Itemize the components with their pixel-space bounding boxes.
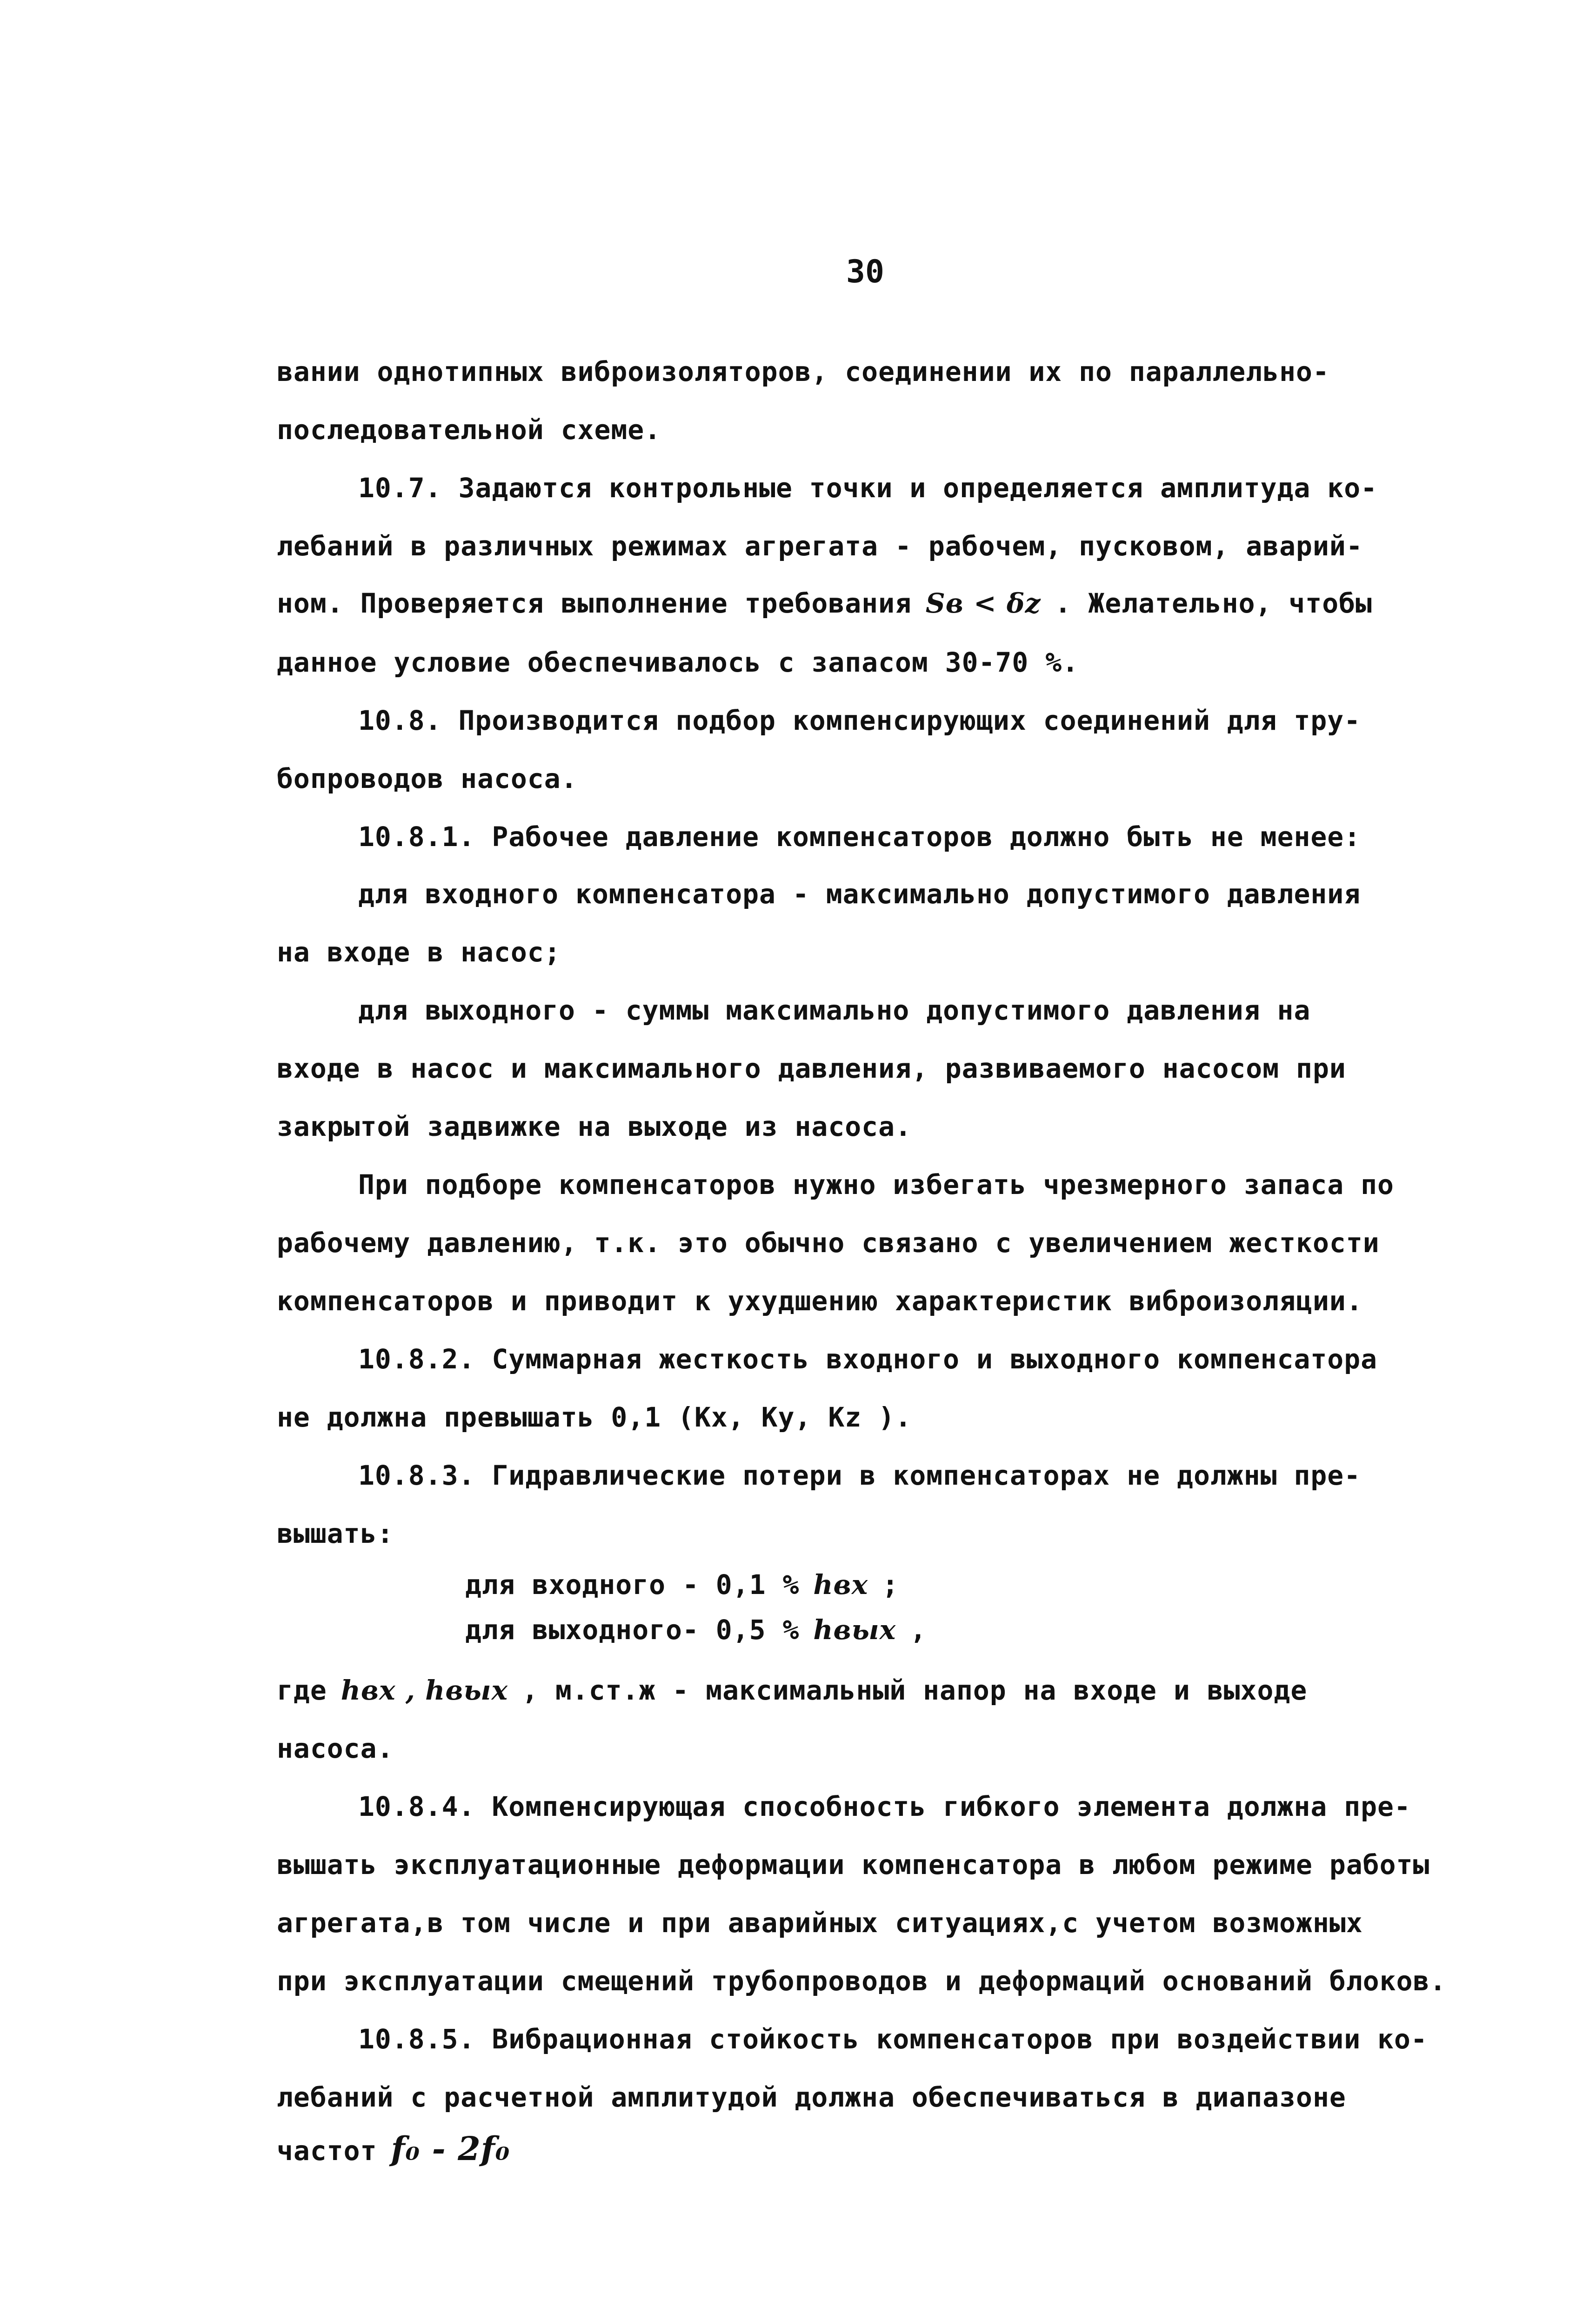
formula-line <box>465 1571 899 1598</box>
text-line: данное условие обеспечивалось с запасом 30-70 %. <box>277 647 1079 678</box>
text-fragment: для входного - 0,1 % <box>465 1569 800 1600</box>
text-line: вышать эксплуатационные деформации компенсатора в любом режиме работы <box>277 1849 1430 1881</box>
text-line: При подборе компенсаторов нужно избегать чрезмерного запаса по <box>358 1169 1394 1200</box>
text-fragment: частот <box>277 2135 377 2167</box>
text-line <box>277 2129 510 2168</box>
text-line: вании однотипных виброизоляторов, соединении их по параллельно- <box>277 356 1329 387</box>
text-line: для выходного - суммы максимально допустимого давления на <box>358 994 1311 1026</box>
text-fragment: где <box>277 1674 327 1706</box>
text-line <box>277 1674 1308 1706</box>
formula: hвх , hвых <box>341 1674 508 1706</box>
text-line: для входного компенсатора - максимально допустимого давления <box>358 878 1361 910</box>
section-10-8-2: 10.8.2. Суммарная жесткость входного и выходного компенсатора <box>358 1343 1378 1375</box>
text-line: насоса. <box>277 1733 394 1764</box>
text-line: лебаний с расчетной амплитудой должна обеспечиваться в диапазоне <box>277 2081 1346 2113</box>
text-line: при эксплуатации смещений трубопроводов и деформаций оснований блоков. <box>277 1965 1447 1997</box>
text-line: вышать: <box>277 1518 394 1549</box>
section-10-8: 10.8. Производится подбор компенсирующих соединений для тру- <box>358 705 1361 736</box>
text-line <box>277 587 1372 619</box>
text-line: лебаний в различных режимах агрегата - рабочем, пусковом, аварий- <box>277 530 1363 562</box>
page-number: 30 <box>846 253 884 290</box>
formula: hвых <box>813 1614 896 1646</box>
section-10-8-4: 10.8.4. Компенсирующая способность гибкого элемента должна пре- <box>358 1791 1411 1822</box>
text-line: компенсаторов и приводит к ухудшению характеристик виброизоляции. <box>277 1285 1363 1317</box>
section-10-8-3: 10.8.3. Гидравлические потери в компенсаторах не должны пре- <box>358 1460 1361 1491</box>
text-line: не должна превышать 0,1 (Кх, Ку, Кz ). <box>277 1401 912 1433</box>
formula: Sв < δz <box>925 587 1041 619</box>
section-10-8-1: 10.8.1. Рабочее давление компенсаторов должно быть не менее: <box>358 821 1361 853</box>
text-line: входе в насос и максимального давления, развиваемого насосом при <box>277 1053 1346 1084</box>
text-fragment: , <box>910 1614 927 1646</box>
text-line: на входе в насос; <box>277 936 561 968</box>
text-line: закрытой задвижке на выходе из насоса. <box>277 1111 912 1142</box>
formula: f₀ - 2f₀ <box>391 2129 510 2168</box>
text-fragment: . Желательно, чтобы <box>1055 587 1372 619</box>
text-line: рабочему давлению, т.к. это обычно связано с увеличением жесткости <box>277 1227 1380 1259</box>
text-line: последовательной схеме. <box>277 414 661 446</box>
text-fragment: , м.ст.ж - максимальный напор на входе и выходе <box>522 1674 1308 1706</box>
text-fragment: для выходного- 0,5 % <box>465 1614 800 1646</box>
section-10-8-5: 10.8.5. Вибрационная стойкость компенсаторов при воздействии ко- <box>358 2023 1428 2055</box>
text-fragment: ном. Проверяется выполнение требования <box>277 587 912 619</box>
formula: hвх <box>813 1569 868 1600</box>
formula-line <box>465 1614 927 1646</box>
text-line: агрегата,в том числе и при аварийных ситуациях,с учетом возможных <box>277 1907 1363 1939</box>
text-line: бопроводов насоса. <box>277 763 578 794</box>
section-10-7: 10.7. Задаются контрольные точки и определяется амплитуда ко- <box>358 472 1378 504</box>
text-fragment: ; <box>882 1569 899 1600</box>
